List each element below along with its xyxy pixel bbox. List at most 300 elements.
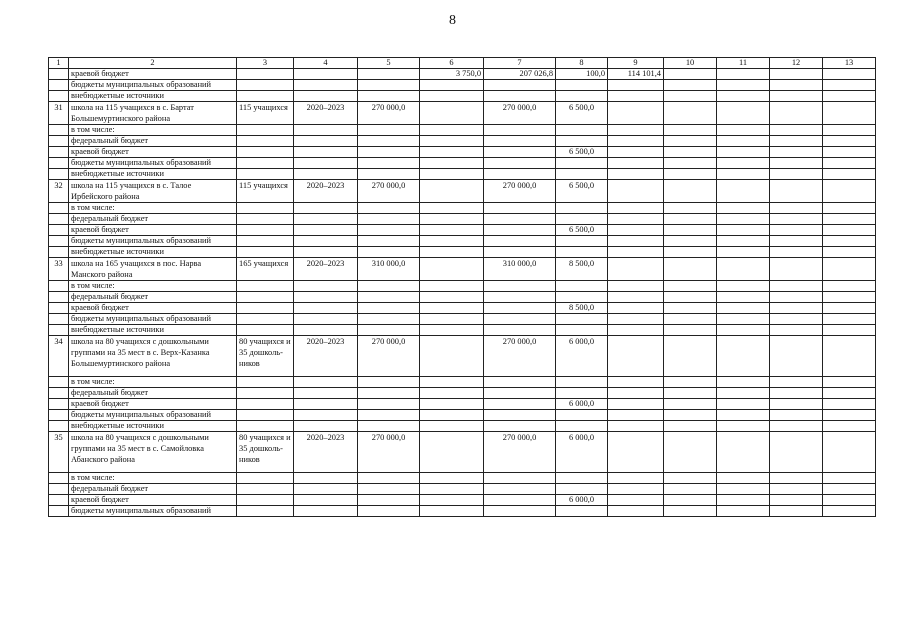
capacity-cell: [237, 214, 294, 225]
value-col-6: [420, 484, 484, 495]
value-col-10: [664, 203, 717, 214]
value-col-9: [608, 236, 664, 247]
period-cell: [294, 325, 358, 336]
capacity-cell: [237, 473, 294, 484]
value-col-9: [608, 421, 664, 432]
capacity-cell: [237, 236, 294, 247]
row-number-cell: [49, 506, 69, 517]
funding-row: [49, 495, 876, 506]
value-col-13: [823, 281, 876, 292]
project-name: школа на 115 учащихся в с. Бартат Большемуртинского района: [69, 102, 237, 125]
value-col-8: 8 500,0: [556, 303, 608, 314]
period-cell: [294, 506, 358, 517]
value-col-11: [717, 80, 770, 91]
capacity-cell: [237, 421, 294, 432]
project-name: школа на 115 учащихся в с. Талое Ирбейского района: [69, 180, 237, 203]
value-col-8: 6 500,0: [556, 147, 608, 158]
value-col-6: [420, 314, 484, 325]
funding-source-label: краевой бюджет: [69, 495, 237, 506]
value-col-6: [420, 147, 484, 158]
funding-source-label: внебюджетные источники: [69, 247, 237, 258]
value-col-13: [823, 247, 876, 258]
value-col-10: [664, 410, 717, 421]
value-col-13: [823, 388, 876, 399]
period-cell: [294, 410, 358, 421]
value-col-12: [770, 214, 823, 225]
value-col-13: [823, 495, 876, 506]
funding-row: [49, 203, 876, 214]
period-cell: [294, 303, 358, 314]
column-number-9: 9: [608, 58, 664, 69]
value-col-12: [770, 325, 823, 336]
value-col-10: [664, 473, 717, 484]
value-col-11: [717, 432, 770, 473]
row-number-cell: [49, 303, 69, 314]
value-col-13: [823, 203, 876, 214]
column-number-1: 1: [49, 58, 69, 69]
funding-source-label: краевой бюджет: [69, 69, 237, 80]
value-col-7: [484, 147, 556, 158]
value-col-11: [717, 484, 770, 495]
project-period: 2020–2023: [294, 180, 358, 203]
value-col-8: [556, 125, 608, 136]
table-body: [49, 58, 876, 517]
cost-cell: [358, 158, 420, 169]
value-col-13: [823, 325, 876, 336]
capacity-cell: [237, 158, 294, 169]
value-col-8: [556, 203, 608, 214]
value-col-6: [420, 432, 484, 473]
funding-source-label: федеральный бюджет: [69, 292, 237, 303]
value-col-12: [770, 136, 823, 147]
value-col-13: [823, 473, 876, 484]
value-col-7: [484, 203, 556, 214]
cost-cell: [358, 388, 420, 399]
value-col-13: [823, 336, 876, 377]
value-col-8: [556, 388, 608, 399]
value-col-9: [608, 136, 664, 147]
period-cell: [294, 247, 358, 258]
value-col-12: [770, 410, 823, 421]
period-cell: [294, 495, 358, 506]
value-col-10: [664, 69, 717, 80]
value-col-6: [420, 410, 484, 421]
capacity-cell: [237, 80, 294, 91]
value-col-7: [484, 136, 556, 147]
value-col-6: [420, 180, 484, 203]
value-col-10: [664, 399, 717, 410]
value-col-6: [420, 225, 484, 236]
project-capacity: 80 учащихся и 35 дошколь-ников: [237, 336, 294, 377]
row-number-cell: [49, 169, 69, 180]
value-col-7: [484, 292, 556, 303]
value-col-6: [420, 292, 484, 303]
value-col-12: [770, 495, 823, 506]
funding-source-label: федеральный бюджет: [69, 136, 237, 147]
value-col-7: [484, 377, 556, 388]
value-col-12: [770, 281, 823, 292]
value-col-11: [717, 292, 770, 303]
row-number-cell: [49, 247, 69, 258]
row-number-cell: [49, 203, 69, 214]
column-number-7: 7: [484, 58, 556, 69]
cost-cell: [358, 421, 420, 432]
value-col-8: [556, 473, 608, 484]
cost-cell: [358, 506, 420, 517]
value-col-12: [770, 158, 823, 169]
value-col-9: [608, 247, 664, 258]
period-cell: [294, 169, 358, 180]
column-number-10: 10: [664, 58, 717, 69]
capacity-cell: [237, 495, 294, 506]
value-col-8: 6 500,0: [556, 102, 608, 125]
value-col-9: [608, 484, 664, 495]
period-cell: [294, 281, 358, 292]
value-col-7: 310 000,0: [484, 258, 556, 281]
project-number: 34: [49, 336, 69, 377]
column-number-12: 12: [770, 58, 823, 69]
cost-cell: [358, 247, 420, 258]
value-col-8: [556, 377, 608, 388]
value-col-13: [823, 506, 876, 517]
value-col-9: [608, 292, 664, 303]
value-col-10: [664, 303, 717, 314]
value-col-10: [664, 225, 717, 236]
column-number-4: 4: [294, 58, 358, 69]
value-col-7: [484, 473, 556, 484]
row-number-cell: [49, 91, 69, 102]
value-col-11: [717, 169, 770, 180]
cost-cell: [358, 225, 420, 236]
cost-cell: [358, 377, 420, 388]
funding-row: [49, 125, 876, 136]
funding-source-label: федеральный бюджет: [69, 388, 237, 399]
cost-cell: [358, 91, 420, 102]
value-col-9: [608, 180, 664, 203]
funding-source-label: в том числе:: [69, 203, 237, 214]
value-col-13: [823, 169, 876, 180]
project-number: 35: [49, 432, 69, 473]
value-col-12: [770, 388, 823, 399]
value-col-9: [608, 102, 664, 125]
value-col-6: [420, 136, 484, 147]
funding-row: [49, 325, 876, 336]
funding-row: [49, 421, 876, 432]
value-col-9: [608, 214, 664, 225]
funding-row: [49, 69, 876, 80]
value-col-8: 8 500,0: [556, 258, 608, 281]
value-col-13: [823, 421, 876, 432]
project-cost: 270 000,0: [358, 180, 420, 203]
funding-row: [49, 506, 876, 517]
cost-cell: [358, 292, 420, 303]
value-col-12: [770, 169, 823, 180]
funding-source-label: краевой бюджет: [69, 147, 237, 158]
funding-source-label: федеральный бюджет: [69, 484, 237, 495]
value-col-11: [717, 136, 770, 147]
value-col-11: [717, 410, 770, 421]
value-col-12: [770, 377, 823, 388]
value-col-12: [770, 421, 823, 432]
value-col-6: [420, 421, 484, 432]
value-col-7: [484, 484, 556, 495]
value-col-6: [420, 388, 484, 399]
value-col-10: [664, 80, 717, 91]
period-cell: [294, 377, 358, 388]
value-col-11: [717, 258, 770, 281]
value-col-6: [420, 325, 484, 336]
value-col-11: [717, 102, 770, 125]
row-number-cell: [49, 325, 69, 336]
value-col-7: [484, 91, 556, 102]
value-col-11: [717, 236, 770, 247]
value-col-8: [556, 169, 608, 180]
value-col-7: [484, 388, 556, 399]
value-col-6: [420, 80, 484, 91]
value-col-12: [770, 303, 823, 314]
period-cell: [294, 314, 358, 325]
value-col-10: [664, 336, 717, 377]
capacity-cell: [237, 292, 294, 303]
cost-cell: [358, 410, 420, 421]
value-col-7: 207 026,8: [484, 69, 556, 80]
row-number-cell: [49, 388, 69, 399]
value-col-7: [484, 506, 556, 517]
value-col-12: [770, 80, 823, 91]
funding-row: [49, 281, 876, 292]
value-col-8: [556, 236, 608, 247]
funding-row: [49, 377, 876, 388]
period-cell: [294, 203, 358, 214]
value-col-11: [717, 125, 770, 136]
value-col-11: [717, 506, 770, 517]
cost-cell: [358, 80, 420, 91]
funding-source-label: внебюджетные источники: [69, 91, 237, 102]
value-col-8: [556, 292, 608, 303]
value-col-11: [717, 180, 770, 203]
value-col-12: [770, 91, 823, 102]
value-col-11: [717, 388, 770, 399]
page-number: 8: [449, 13, 456, 28]
value-col-13: [823, 180, 876, 203]
value-col-7: [484, 169, 556, 180]
funding-row: [49, 214, 876, 225]
value-col-13: [823, 399, 876, 410]
value-col-9: [608, 303, 664, 314]
value-col-11: [717, 325, 770, 336]
value-col-9: [608, 432, 664, 473]
value-col-11: [717, 336, 770, 377]
project-row: [49, 102, 876, 125]
funding-source-label: бюджеты муниципальных образований: [69, 236, 237, 247]
value-col-12: [770, 203, 823, 214]
cost-cell: [358, 147, 420, 158]
project-cost: 270 000,0: [358, 432, 420, 473]
project-capacity: 115 учащихся: [237, 180, 294, 203]
value-col-8: [556, 484, 608, 495]
project-number: 32: [49, 180, 69, 203]
value-col-8: [556, 281, 608, 292]
row-number-cell: [49, 484, 69, 495]
value-col-6: [420, 125, 484, 136]
value-col-9: [608, 399, 664, 410]
capacity-cell: [237, 399, 294, 410]
value-col-6: [420, 247, 484, 258]
value-col-9: [608, 91, 664, 102]
value-col-9: [608, 258, 664, 281]
value-col-11: [717, 247, 770, 258]
period-cell: [294, 214, 358, 225]
capacity-cell: [237, 325, 294, 336]
value-col-6: [420, 336, 484, 377]
project-number: 31: [49, 102, 69, 125]
value-col-8: [556, 325, 608, 336]
value-col-8: 6 000,0: [556, 399, 608, 410]
value-col-6: [420, 91, 484, 102]
capacity-cell: [237, 203, 294, 214]
value-col-10: [664, 292, 717, 303]
value-col-7: [484, 80, 556, 91]
value-col-12: [770, 314, 823, 325]
value-col-7: [484, 303, 556, 314]
cost-cell: [358, 69, 420, 80]
value-col-8: [556, 410, 608, 421]
value-col-11: [717, 314, 770, 325]
funding-row: [49, 247, 876, 258]
funding-source-label: внебюджетные источники: [69, 421, 237, 432]
row-number-cell: [49, 281, 69, 292]
column-number-5: 5: [358, 58, 420, 69]
value-col-10: [664, 180, 717, 203]
capacity-cell: [237, 136, 294, 147]
value-col-9: [608, 147, 664, 158]
period-cell: [294, 136, 358, 147]
value-col-7: [484, 281, 556, 292]
funding-source-label: федеральный бюджет: [69, 214, 237, 225]
funding-source-label: краевой бюджет: [69, 399, 237, 410]
value-col-12: [770, 180, 823, 203]
period-cell: [294, 80, 358, 91]
capacity-cell: [237, 281, 294, 292]
project-capacity: 80 учащихся и 35 дошколь-ников: [237, 432, 294, 473]
value-col-9: [608, 314, 664, 325]
value-col-13: [823, 136, 876, 147]
value-col-6: [420, 281, 484, 292]
row-number-cell: [49, 125, 69, 136]
value-col-12: [770, 69, 823, 80]
value-col-9: 114 101,4: [608, 69, 664, 80]
value-col-10: [664, 147, 717, 158]
value-col-12: [770, 236, 823, 247]
value-col-13: [823, 80, 876, 91]
value-col-11: [717, 281, 770, 292]
period-cell: [294, 292, 358, 303]
value-col-12: [770, 473, 823, 484]
column-number-11: 11: [717, 58, 770, 69]
value-col-8: [556, 421, 608, 432]
value-col-7: [484, 495, 556, 506]
funding-source-label: краевой бюджет: [69, 225, 237, 236]
capacity-cell: [237, 388, 294, 399]
value-col-13: [823, 236, 876, 247]
capacity-cell: [237, 125, 294, 136]
value-col-12: [770, 102, 823, 125]
value-col-10: [664, 314, 717, 325]
value-col-13: [823, 377, 876, 388]
value-col-9: [608, 225, 664, 236]
value-col-7: [484, 247, 556, 258]
cost-cell: [358, 325, 420, 336]
value-col-9: [608, 388, 664, 399]
value-col-7: [484, 421, 556, 432]
cost-cell: [358, 169, 420, 180]
project-cost: 310 000,0: [358, 258, 420, 281]
value-col-8: 6 500,0: [556, 225, 608, 236]
value-col-10: [664, 247, 717, 258]
value-col-10: [664, 136, 717, 147]
value-col-8: 6 000,0: [556, 432, 608, 473]
value-col-11: [717, 158, 770, 169]
cost-cell: [358, 125, 420, 136]
value-col-13: [823, 432, 876, 473]
value-col-13: [823, 69, 876, 80]
value-col-10: [664, 125, 717, 136]
row-number-cell: [49, 136, 69, 147]
row-number-cell: [49, 399, 69, 410]
value-col-7: [484, 225, 556, 236]
value-col-9: [608, 281, 664, 292]
project-period: 2020–2023: [294, 258, 358, 281]
capacity-cell: [237, 314, 294, 325]
row-number-cell: [49, 147, 69, 158]
funding-source-label: в том числе:: [69, 281, 237, 292]
value-col-11: [717, 214, 770, 225]
value-col-11: [717, 225, 770, 236]
period-cell: [294, 421, 358, 432]
value-col-8: [556, 506, 608, 517]
funding-row: [49, 473, 876, 484]
funding-source-label: бюджеты муниципальных образований: [69, 80, 237, 91]
row-number-cell: [49, 236, 69, 247]
value-col-13: [823, 303, 876, 314]
funding-source-label: в том числе:: [69, 473, 237, 484]
value-col-10: [664, 102, 717, 125]
capacity-cell: [237, 169, 294, 180]
column-number-2: 2: [69, 58, 237, 69]
value-col-10: [664, 325, 717, 336]
value-col-7: 270 000,0: [484, 336, 556, 377]
funding-source-label: в том числе:: [69, 125, 237, 136]
row-number-cell: [49, 410, 69, 421]
value-col-12: [770, 506, 823, 517]
project-capacity: 115 учащихся: [237, 102, 294, 125]
row-number-cell: [49, 495, 69, 506]
value-col-11: [717, 147, 770, 158]
value-col-7: [484, 399, 556, 410]
value-col-6: [420, 473, 484, 484]
row-number-cell: [49, 377, 69, 388]
funding-row: [49, 410, 876, 421]
value-col-8: [556, 158, 608, 169]
period-cell: [294, 147, 358, 158]
period-cell: [294, 125, 358, 136]
value-col-8: [556, 214, 608, 225]
row-number-cell: [49, 80, 69, 91]
value-col-12: [770, 336, 823, 377]
value-col-11: [717, 377, 770, 388]
header-row: [49, 58, 876, 69]
row-number-cell: [49, 314, 69, 325]
